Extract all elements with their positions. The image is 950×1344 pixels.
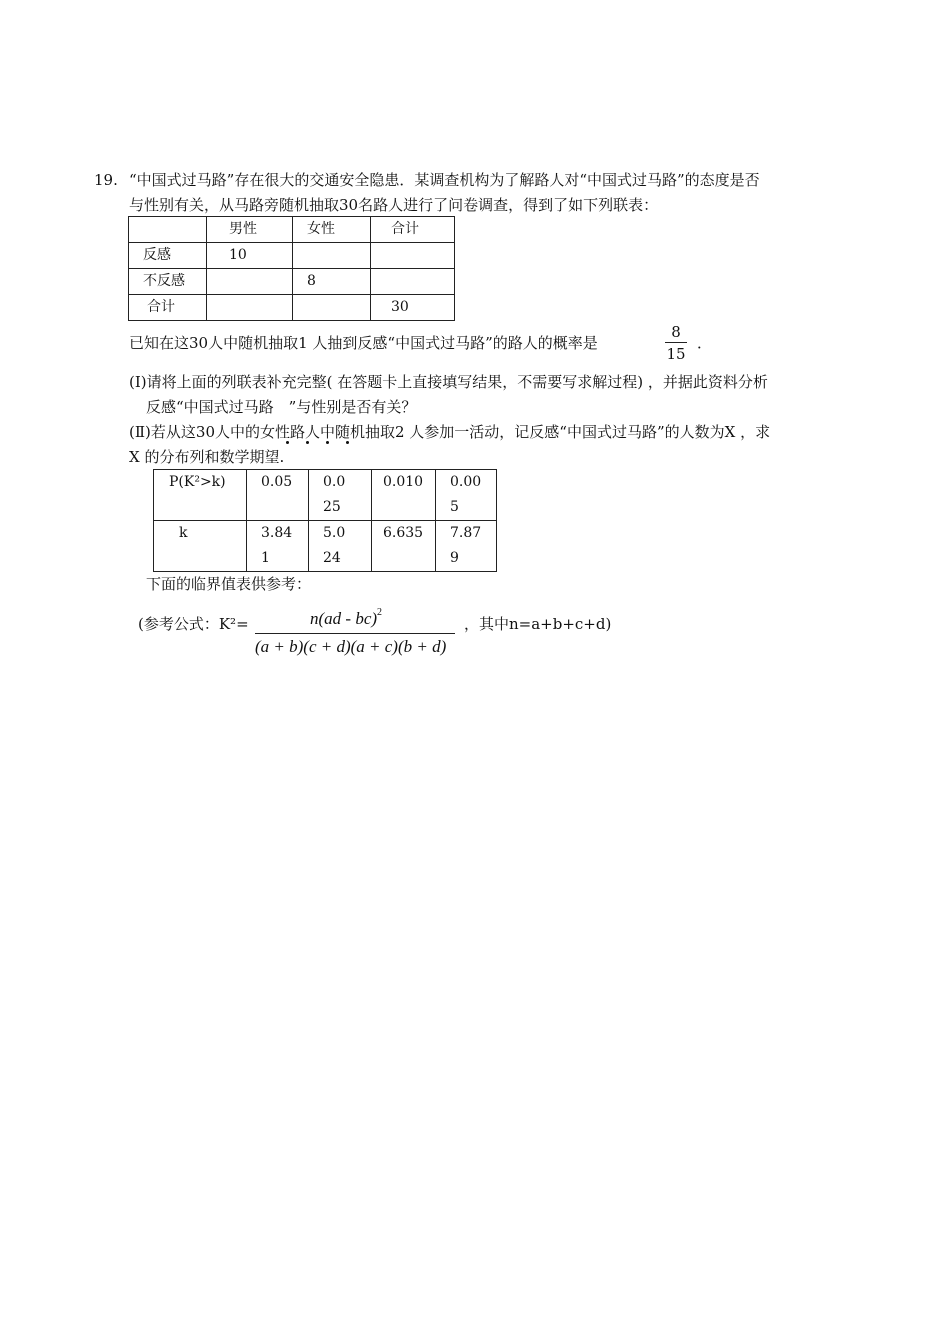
table-row [154, 470, 497, 521]
fraction-bar [665, 342, 687, 343]
table-cell: 0.010 [372, 470, 436, 521]
table-cell: 合计 [129, 295, 207, 321]
fraction-denominator: 15 [666, 345, 686, 363]
question-intro-line1: “中国式过马路”存在很大的交通安全隐患．某调查机构为了解路人对“中国式过马路”的态度是否 [129, 171, 760, 189]
table-cell: 7.87 9 [436, 521, 497, 572]
table-cell [371, 269, 455, 295]
formula-numerator: n(ad - bc)$^2$ [310, 607, 383, 628]
table-cell: 反感 [129, 243, 207, 269]
emphasis-dots [283, 441, 363, 445]
part2-line2: X 的分布列和数学期望. [129, 448, 285, 466]
table-cell: 30 [371, 295, 455, 321]
part1-line1: (Ⅰ)请将上面的列联表补充完整( 在答题卡上直接填写结果，不需要写求解过程) ，并据此资料分析 [129, 373, 768, 391]
table-cell: 10 [207, 243, 293, 269]
formula-suffix: ，其中n=a+b+c+d) [464, 615, 612, 633]
question-number: 19. [94, 171, 118, 189]
table-cell: 0.05 [247, 470, 309, 521]
table-cell [293, 243, 371, 269]
table-cell [129, 217, 207, 243]
formula-fraction-bar [255, 633, 455, 634]
table-cell [293, 295, 371, 321]
table-row [129, 269, 455, 295]
part2-line1: (Ⅱ)若从这30人中的女性路人中随机抽取2 人参加一活动，记反感“中国式过马路”的人数为X ，求 [129, 423, 771, 441]
table-row [154, 521, 497, 572]
part1-line2: 反感“中国式过马路 ”与性别是否有关？ [146, 398, 417, 416]
table-cell: 8 [293, 269, 371, 295]
question-intro-line2: 与性别有关，从马路旁随机抽取30名路人进行了问卷调查，得到了如下列联表： [129, 196, 659, 214]
formula-denominator: (a + b)(c + d)(a + c)(b + d) [255, 637, 447, 656]
formula-prefix: (参考公式：K²= [138, 615, 249, 633]
table-cell: 6.635 [372, 521, 436, 572]
table-cell: P(K²>k) [154, 470, 247, 521]
probability-fraction [664, 323, 688, 363]
table-cell: 不反感 [129, 269, 207, 295]
table-cell: 0.00 5 [436, 470, 497, 521]
fraction-numerator: 8 [671, 323, 681, 341]
probability-period: ． [697, 334, 713, 352]
table-row [129, 243, 455, 269]
table-cell: 0.0 25 [309, 470, 372, 521]
contingency-table [128, 216, 455, 321]
table-cell: 女性 [293, 217, 371, 243]
table-cell: k [154, 521, 247, 572]
critical-value-table [153, 469, 497, 572]
table-cell [371, 243, 455, 269]
table-cell [207, 269, 293, 295]
reference-note: 下面的临界值表供参考： [146, 575, 312, 593]
probability-text: 已知在这30人中随机抽取1 人抽到反感“中国式过马路”的路人的概率是 [129, 334, 598, 352]
table-cell: 合计 [371, 217, 455, 243]
table-cell: 3.84 1 [247, 521, 309, 572]
table-cell: 5.0 24 [309, 521, 372, 572]
table-cell: 男性 [207, 217, 293, 243]
table-cell [207, 295, 293, 321]
table-row [129, 217, 455, 243]
table-row [129, 295, 455, 321]
